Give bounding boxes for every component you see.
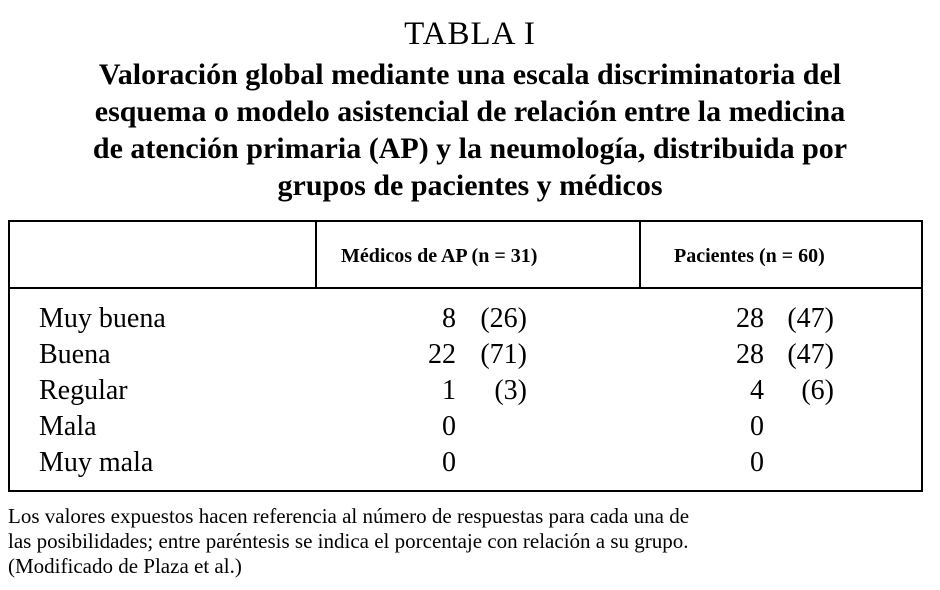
column-divider <box>639 222 641 287</box>
medicos-count: 0 <box>442 411 456 442</box>
pacientes-count: 0 <box>750 411 764 442</box>
pacientes-percent: (6) <box>801 375 834 406</box>
footnote-line: las posibilidades; entre paréntesis se indica el porcentaje con relación a su grupo. <box>8 529 689 553</box>
caption-line: de atención primaria (AP) y la neumología, distribuida por <box>92 132 848 165</box>
table-row <box>10 337 921 373</box>
caption-line: Valoración global mediante una escala discriminatoria del <box>98 58 842 91</box>
pacientes-count: 0 <box>750 447 764 478</box>
table-row <box>10 373 921 409</box>
table-row <box>10 445 921 481</box>
medicos-count: 8 <box>442 303 456 334</box>
column-divider <box>315 222 317 287</box>
table-row <box>10 409 921 445</box>
row-label: Muy buena <box>39 303 166 334</box>
row-label: Mala <box>39 411 97 442</box>
medicos-percent: (3) <box>494 375 527 406</box>
caption-line: grupos de pacientes y médicos <box>277 169 663 202</box>
table-row <box>10 301 921 337</box>
medicos-percent: (26) <box>480 303 527 334</box>
footnote-line: Los valores expuestos hacen referencia al número de respuestas para cada una de <box>8 504 690 528</box>
table-header-row <box>10 222 921 289</box>
medicos-count: 1 <box>442 375 456 406</box>
table-caption <box>0 56 940 204</box>
footnote-line: (Modificado de Plaza et al.) <box>8 554 242 578</box>
data-table <box>8 220 923 492</box>
table-number: TABLA I <box>404 16 536 52</box>
pacientes-percent: (47) <box>787 303 834 334</box>
row-label: Buena <box>39 339 111 370</box>
medicos-percent: (71) <box>480 339 527 370</box>
caption-line: esquema o modelo asistencial de relación entre la medicina <box>94 95 846 128</box>
medicos-count: 0 <box>442 447 456 478</box>
pacientes-count: 4 <box>750 375 764 406</box>
row-label: Muy mala <box>39 447 154 478</box>
medicos-count: 22 <box>428 339 456 370</box>
pacientes-percent: (47) <box>787 339 834 370</box>
column-header-medicos: Médicos de AP (n = 31) <box>341 245 538 267</box>
pacientes-count: 28 <box>736 303 764 334</box>
pacientes-count: 28 <box>736 339 764 370</box>
table-footnote <box>8 504 926 579</box>
row-label: Regular <box>39 375 128 406</box>
column-header-pacientes: Pacientes (n = 60) <box>674 245 825 267</box>
